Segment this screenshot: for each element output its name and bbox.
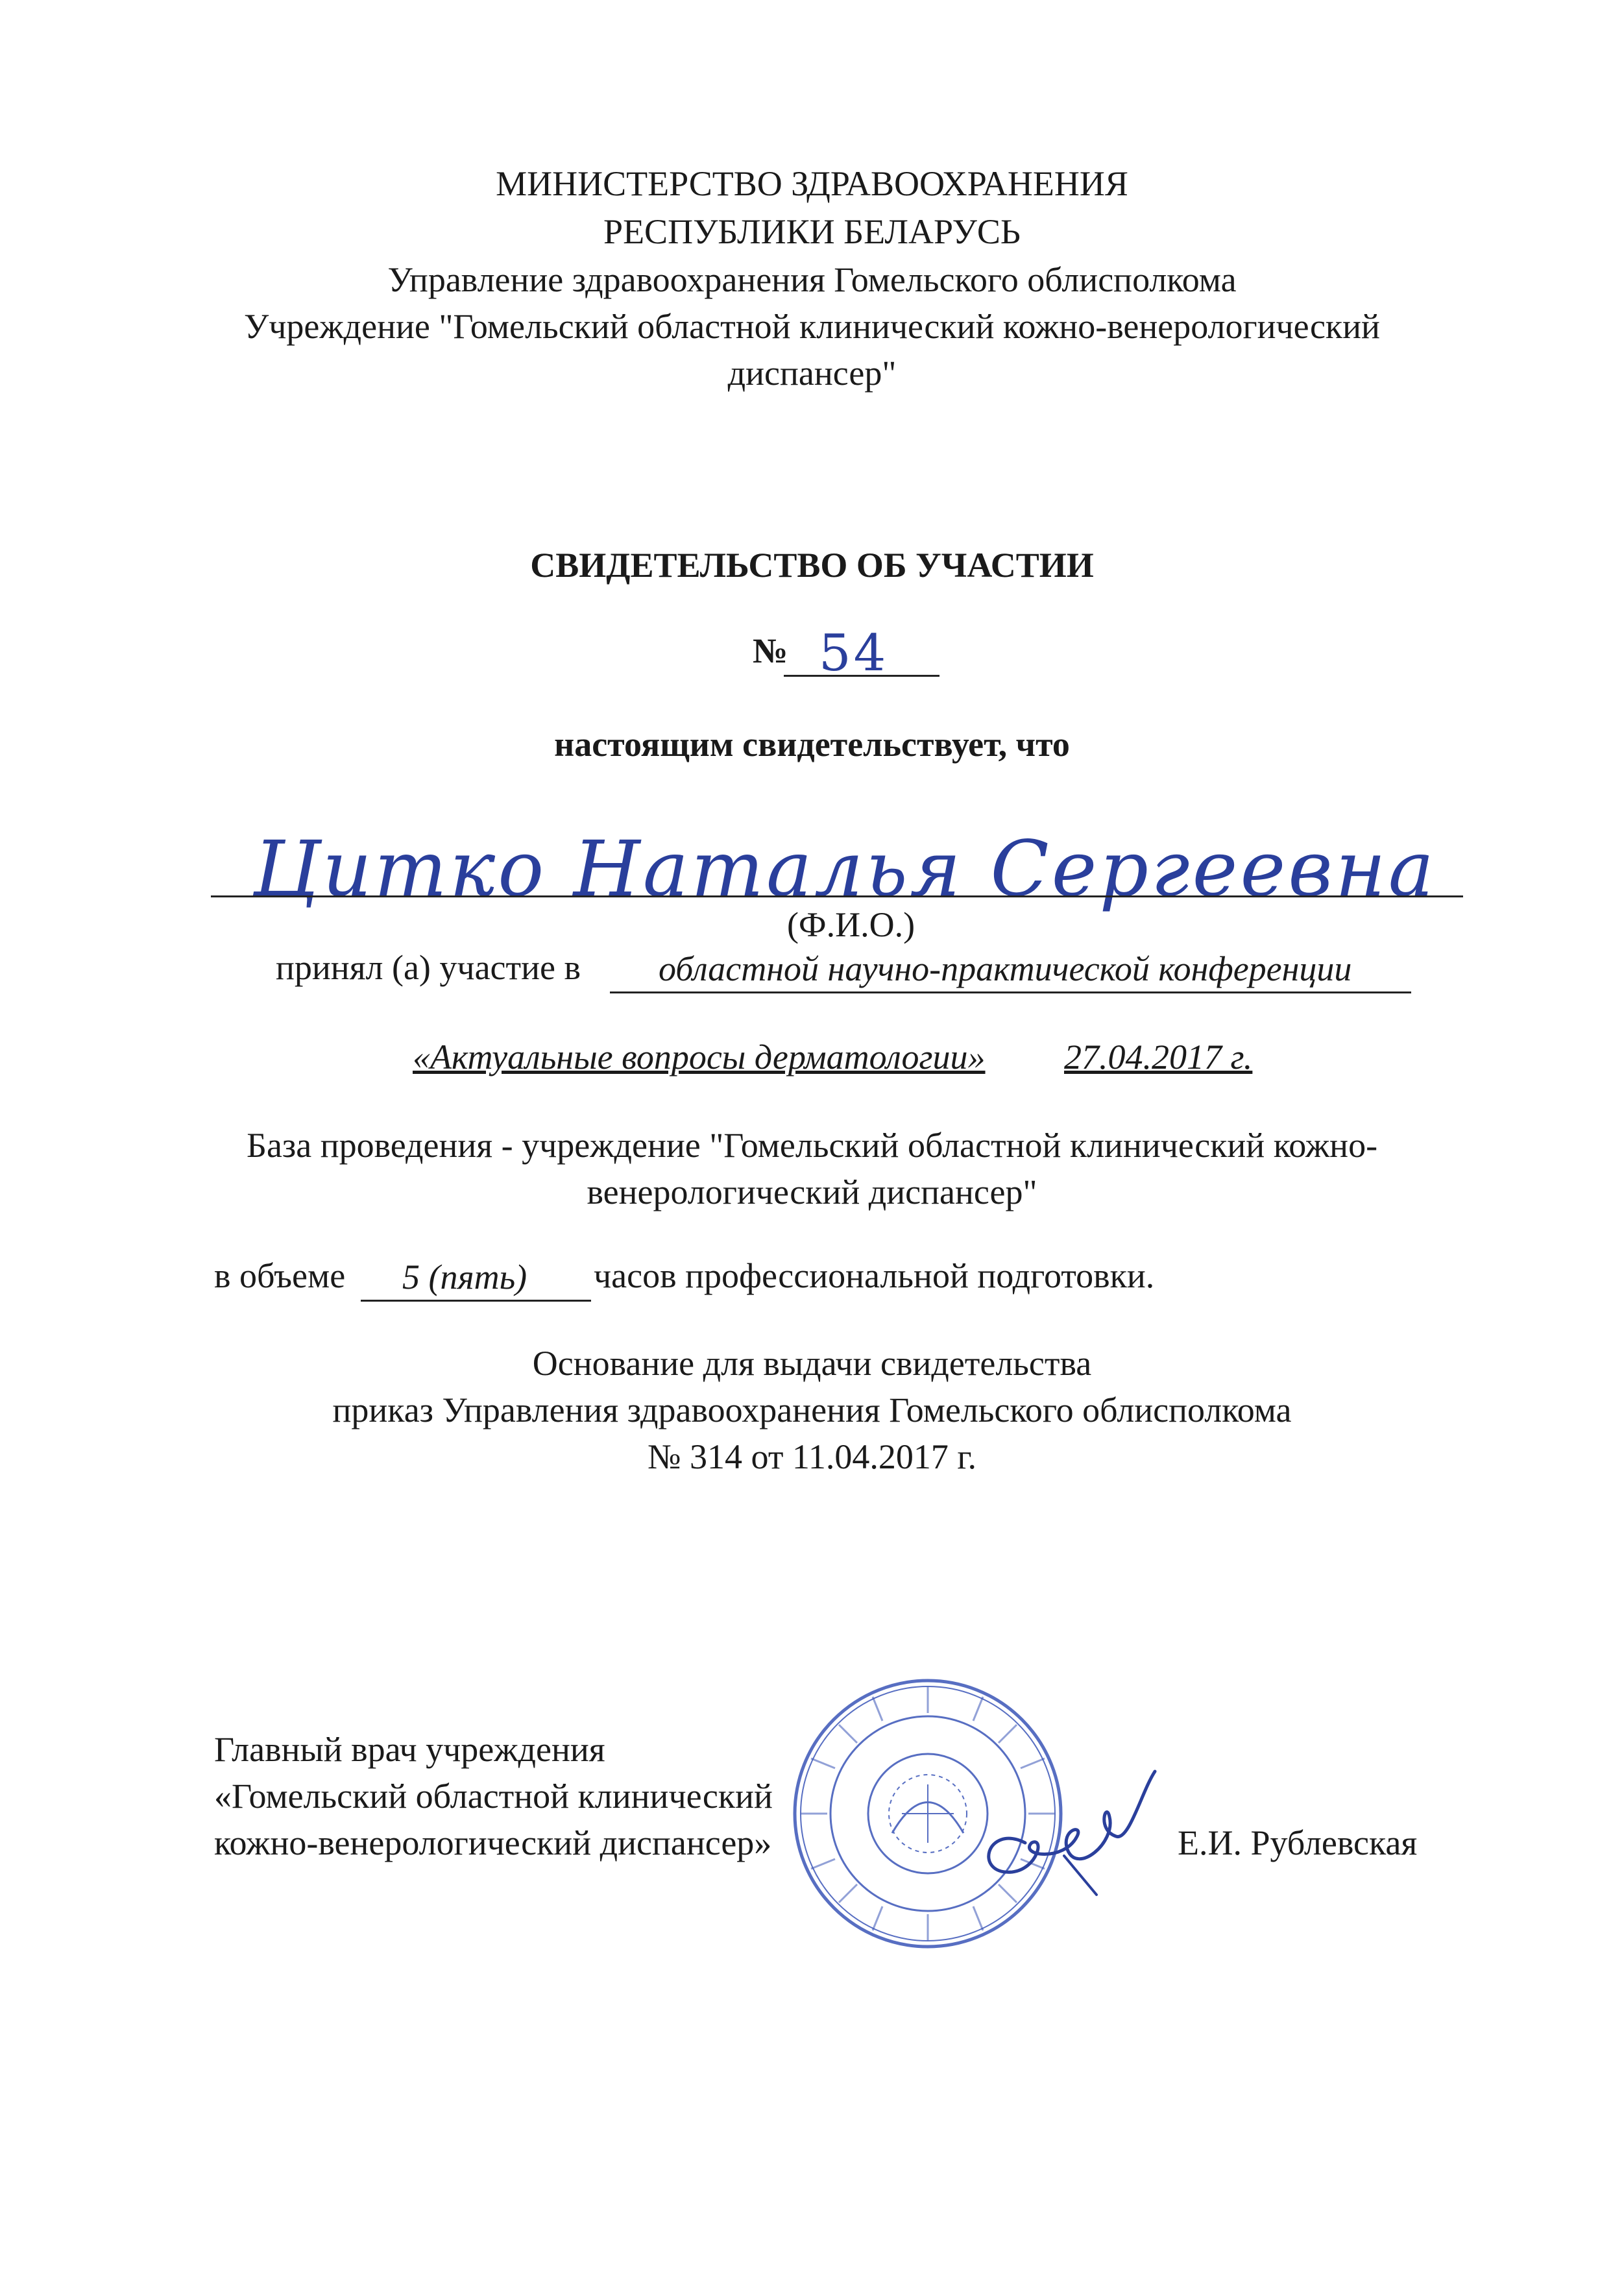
number-label: № [753,631,788,670]
basis-line-1: Основание для выдачи свидетельства [532,1344,1092,1383]
number-value: 54 [819,624,889,683]
volume-suffix: часов профессиональной подготовки. [594,1256,1155,1295]
signature-icon [947,1765,1161,1908]
signer-role-line-2: «Гомельский областной клинический [214,1777,773,1816]
volume-label: в объеме [214,1256,346,1295]
signer-role-line-3: кожно-венерологический диспансер» [214,1823,772,1862]
venue-line-2: венерологический диспансер" [587,1173,1037,1211]
institution-line-1: Учреждение "Гомельский областной клинический кожно-венерологический [244,307,1380,346]
venue-line-1: База проведения - учреждение "Гомельский областной клинический кожно- [246,1126,1378,1165]
event-type-underline [610,991,1411,993]
volume-underline [361,1300,591,1302]
basis-line-3: № 314 от 11.04.2017 г. [648,1437,976,1476]
certificate-title: СВИДЕТЕЛЬСТВО ОБ УЧАСТИИ [530,546,1094,585]
volume-value: 5 (пять) [402,1258,527,1296]
fio-caption: (Ф.И.О.) [786,905,915,944]
event-type: областной научно-практической конференции [659,949,1352,988]
basis-line-2: приказ Управления здравоохранения Гомельского облисполкома [332,1391,1292,1429]
testifies-line: настоящим свидетельствует, что [554,725,1070,764]
signer-role-line-1: Главный врач учреждения [214,1730,605,1769]
department-line: Управление здравоохранения Гомельского облисполкома [387,260,1237,299]
recipient-name: Цитко Наталья Сергеевна [253,824,1437,914]
name-underline [211,895,1463,897]
ministry-line-1: МИНИСТЕРСТВО ЗДРАВООХРАНЕНИЯ [496,164,1128,203]
event-date: 27.04.2017 г. [1064,1038,1253,1076]
event-name: «Актуальные вопросы дерматологии» [413,1038,986,1076]
institution-line-2: диспансер" [727,354,897,393]
participated-label: принял (а) участие в [276,948,581,987]
signer-name: Е.И. Рублевская [1178,1823,1418,1862]
ministry-line-2: РЕСПУБЛИКИ БЕЛАРУСЬ [603,212,1021,251]
